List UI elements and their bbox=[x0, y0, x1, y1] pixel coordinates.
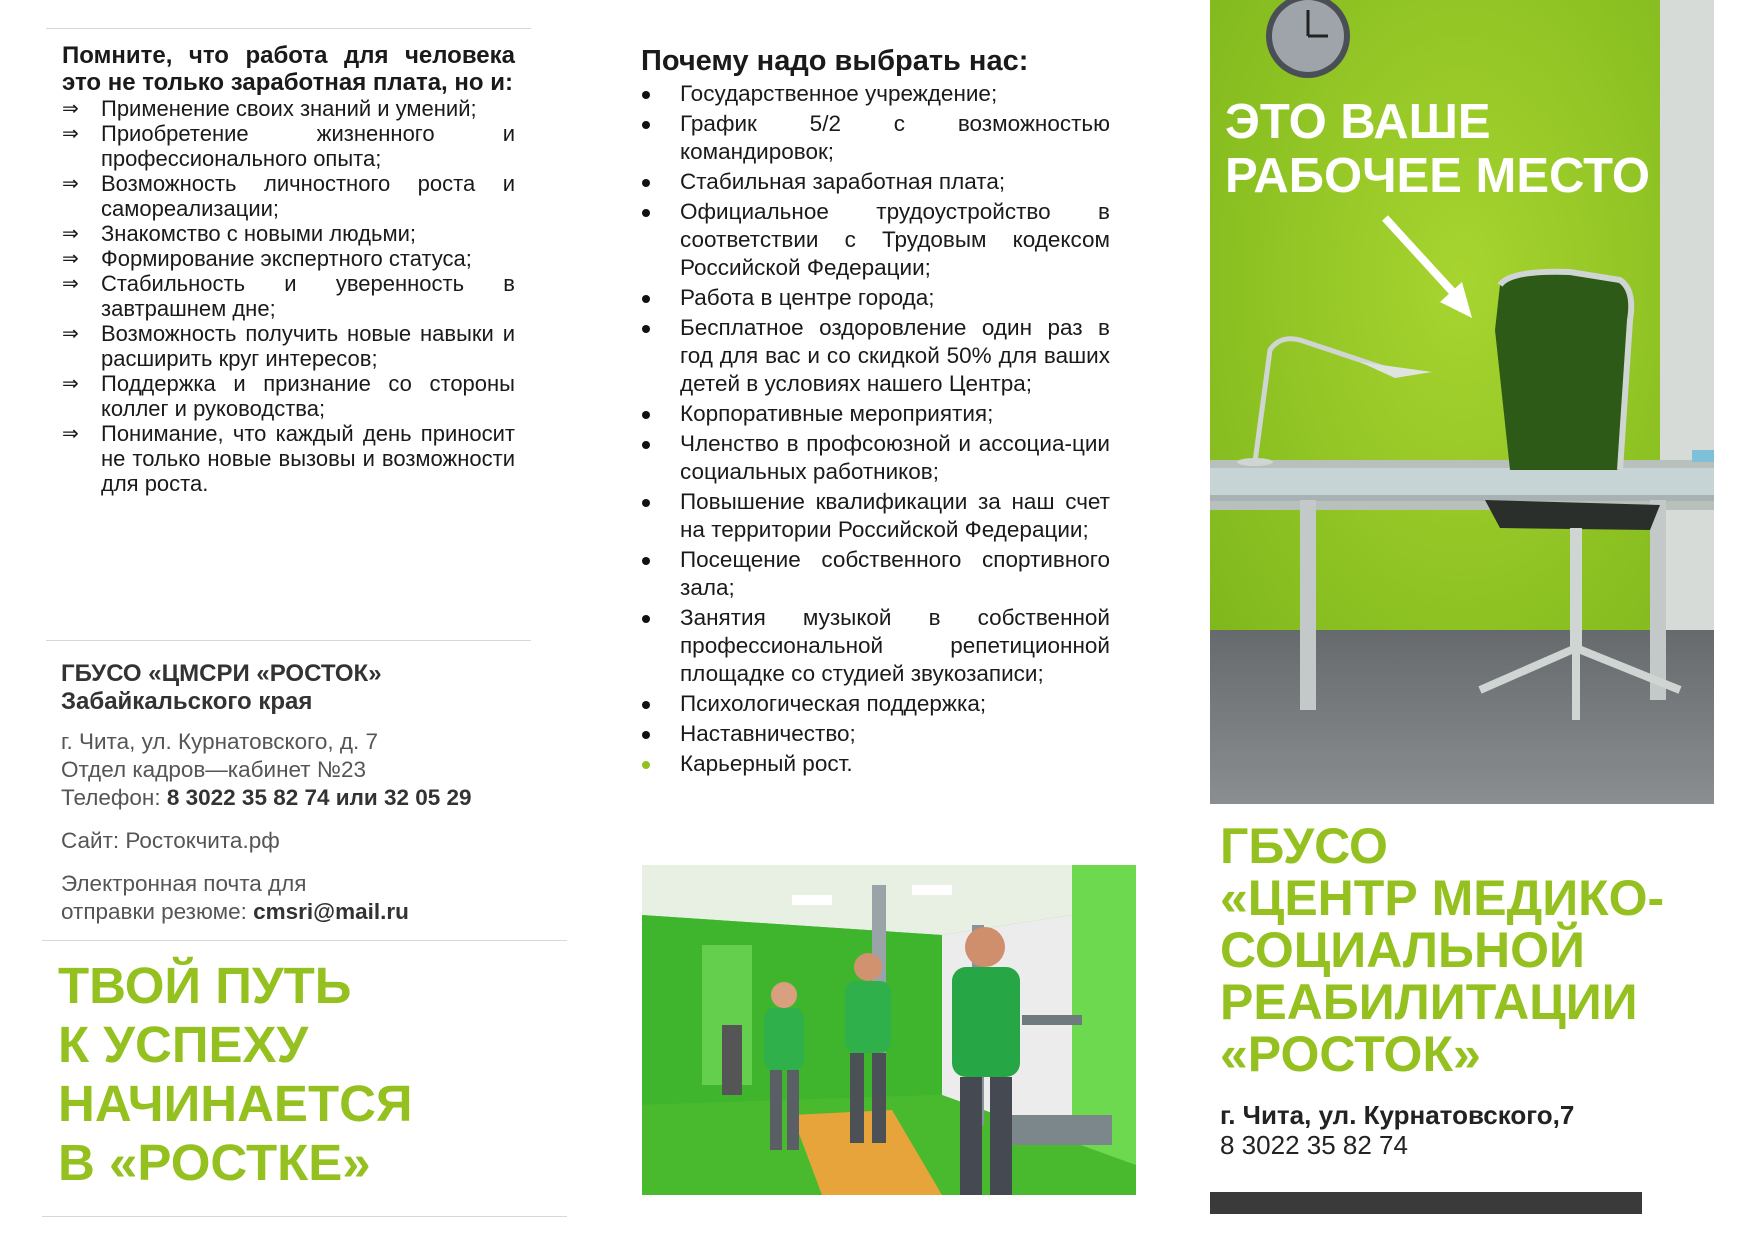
brand-line: «РОСТОК» bbox=[1220, 1026, 1481, 1082]
top-divider-left bbox=[46, 28, 531, 29]
arrow-icon: ⇒ bbox=[62, 421, 79, 445]
arrow-icon: ⇒ bbox=[62, 221, 79, 245]
gym-photo bbox=[642, 865, 1136, 1195]
list-item: Повышение квалификации за наш счет на территории Российской Федерации; bbox=[641, 488, 1110, 544]
brand-title bbox=[1220, 820, 1664, 1080]
list-item: График 5/2 с возможностью командировок; bbox=[641, 110, 1110, 166]
phone-number[interactable]: 8 3022 35 82 74 или 32 05 29 bbox=[166, 785, 472, 810]
list-item: Занятия музыкой в собственной профессиональной репетиционной площадке со студией звукозаписи; bbox=[641, 604, 1110, 688]
slogan-bottom-divider bbox=[42, 1216, 567, 1217]
list-item: Наставничество; bbox=[641, 720, 1110, 748]
slogan-line: В «РОСТКЕ» bbox=[58, 1134, 371, 1191]
arrow-icon: ⇒ bbox=[62, 246, 79, 270]
contacts-block bbox=[61, 728, 541, 926]
values-intro: Помните, что работа для человека это не только заработная плата, но и: bbox=[62, 42, 515, 96]
brand-line: «ЦЕНТР МЕДИКО- bbox=[1220, 870, 1665, 926]
values-list bbox=[62, 96, 515, 496]
list-item: Официальное трудоустройство в соответствии с Трудовым кодексом Российской Федерации; bbox=[641, 198, 1110, 282]
footer-bar bbox=[1210, 1192, 1642, 1214]
arrow-icon: ⇒ bbox=[62, 321, 79, 345]
list-item: Корпоративные мероприятия; bbox=[641, 400, 1110, 428]
list-item: ⇒ Возможность личностного роста и самореализации; bbox=[62, 171, 515, 221]
workplace-headline bbox=[1225, 95, 1650, 203]
email-label-1: Электронная почта для bbox=[61, 871, 307, 896]
email-link[interactable]: cmsri@mail.ru bbox=[253, 899, 409, 924]
list-item: ⇒ Применение своих знаний и умений; bbox=[62, 96, 477, 121]
arrow-icon: ⇒ bbox=[62, 371, 79, 395]
slogan-top-divider bbox=[42, 940, 567, 941]
brand-line: СОЦИАЛЬНОЙ bbox=[1220, 922, 1585, 978]
list-item: ⇒ Приобретение жизненного и профессионального опыта; bbox=[62, 121, 515, 171]
email-line bbox=[61, 898, 541, 926]
arrow-icon: ⇒ bbox=[62, 121, 79, 145]
headline-line: РАБОЧЕЕ МЕСТО bbox=[1225, 149, 1650, 203]
list-item: Карьерный рост. bbox=[641, 750, 1110, 778]
street-address: г. Чита, ул. Курнатовского,7 bbox=[1220, 1100, 1575, 1130]
list-item: Работа в центре города; bbox=[641, 284, 1110, 312]
phone-label: Телефон: bbox=[61, 785, 161, 810]
phone-line bbox=[61, 784, 541, 812]
organization-name bbox=[61, 660, 382, 716]
list-item: Посещение собственного спортивного зала; bbox=[641, 546, 1110, 602]
benefits-heading: Почему надо выбрать нас: bbox=[641, 45, 1029, 77]
slogan-line: К УСПЕХУ bbox=[58, 1016, 309, 1073]
arrow-icon: ⇒ bbox=[62, 96, 79, 120]
brand-line: РЕАБИЛИТАЦИИ bbox=[1220, 974, 1638, 1030]
list-item: ⇒ Знакомство с новыми людьми; bbox=[62, 221, 416, 246]
arrow-icon: ⇒ bbox=[62, 271, 79, 295]
list-item: ⇒ Формирование экспертного статуса; bbox=[62, 246, 472, 271]
list-item: ⇒ Поддержка и признание со стороны коллег и руководства; bbox=[62, 371, 515, 421]
brand-address bbox=[1220, 1100, 1574, 1160]
list-item: ⇒ Понимание, что каждый день приносит не только новые вызовы и возможности для роста. bbox=[62, 421, 515, 496]
list-item: ⇒ Возможность получить новые навыки и расширить круг интересов; bbox=[62, 321, 515, 371]
values-panel bbox=[62, 42, 515, 496]
org-line-2: Забайкальского края bbox=[61, 688, 313, 715]
list-item: Членство в профсоюзной и ассоциа-ции социальных работников; bbox=[641, 430, 1110, 486]
list-item: ⇒ Стабильность и уверенность в завтрашнем дне; bbox=[62, 271, 515, 321]
hr-office: Отдел кадров—кабинет №23 bbox=[61, 757, 367, 782]
list-item: Бесплатное оздоровление один раз в год для вас и со скидкой 50% для ваших детей в условиях нашего Центра; bbox=[641, 314, 1110, 398]
brand-phone[interactable]: 8 3022 35 82 74 bbox=[1220, 1130, 1408, 1160]
list-item: Государственное учреждение; bbox=[641, 80, 1110, 108]
benefits-panel bbox=[641, 44, 1110, 780]
list-item: Психологическая поддержка; bbox=[641, 690, 1110, 718]
website[interactable]: Сайт: Ростокчита.рф bbox=[61, 828, 280, 853]
postal-address: г. Чита, ул. Курнатовского, д. 7 bbox=[61, 729, 379, 754]
slogan-line: ТВОЙ ПУТЬ bbox=[58, 957, 352, 1014]
benefits-list bbox=[641, 80, 1110, 778]
brand-line: ГБУСО bbox=[1220, 818, 1388, 874]
slogan-line: НАЧИНАЕТСЯ bbox=[58, 1075, 413, 1132]
headline-line: ЭТО ВАШЕ bbox=[1225, 95, 1491, 149]
email-label-2: отправки резюме: bbox=[61, 899, 247, 924]
slogan bbox=[58, 956, 413, 1192]
arrow-icon: ⇒ bbox=[62, 171, 79, 195]
list-item: Стабильная заработная плата; bbox=[641, 168, 1110, 196]
org-line-1: ГБУСО «ЦМСРИ «РОСТОК» bbox=[61, 660, 382, 687]
contacts-divider bbox=[46, 640, 531, 641]
